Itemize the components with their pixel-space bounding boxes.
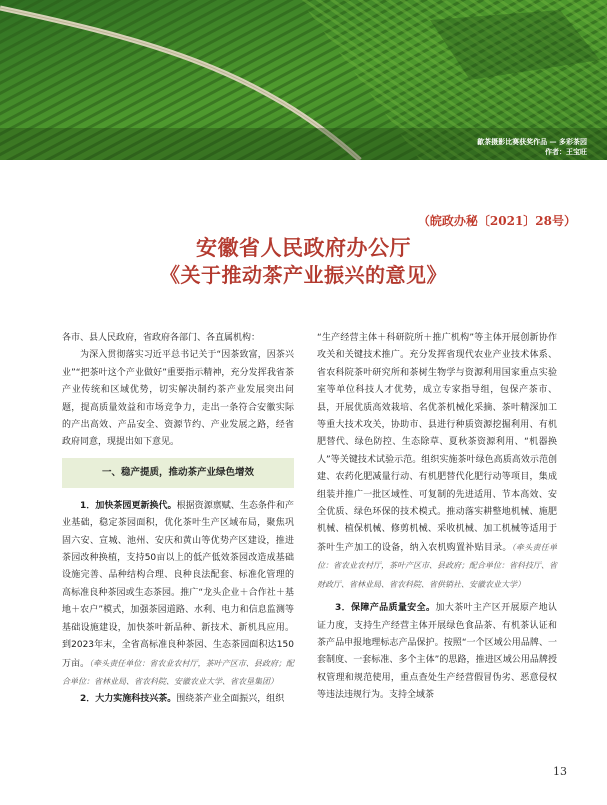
photo-caption-title: 歙茶摄影比赛获奖作品 — 多彩茶园 bbox=[477, 138, 587, 146]
paragraph-1-text: 根据资源禀赋、生态条件和产业基础，稳定茶园面积，优化茶叶生产区域布局，聚焦巩固六安、宣城、池州、安庆和黄山等优势产区建设，推进茶园改种换植，支持50亩以上的低产低效茶园改造成基础设施完善、品种结构合理、良种良法配套、标准化管理的高标准良种茶园或生态茶园。推广“龙头企业＋合作社＋基地＋农户”模式，加强茶园道路、水利、电力和信息监测等基础设施建设，加快茶叶新品种、新技术、新机具应用。到2023年末，全省高标准良种茶园、生态茶园面积达150万亩。 bbox=[62, 500, 294, 669]
paragraph-3-heading: 3．保障产品质量安全。 bbox=[335, 603, 436, 614]
page-number: 13 bbox=[553, 765, 567, 778]
paragraph-2 bbox=[62, 691, 294, 708]
right-column bbox=[317, 330, 557, 705]
paragraph-1-heading: 1．加快茶园更新换代。 bbox=[80, 500, 177, 511]
paragraph-1 bbox=[62, 498, 294, 691]
section-heading: 一、稳产提质，推动茶产业绿色增效 bbox=[62, 458, 294, 488]
paragraph-2-text: 围绕茶产业全面振兴，组织 bbox=[176, 694, 285, 705]
page-subtitle: 《关于推动茶产业振兴的意见》 bbox=[160, 263, 447, 287]
paragraph-2-note: （牵头责任单位：省农业农村厅，茶叶产区市、县政府；配合单位：省科技厅、省财政厅、省林业局、省农科院、省供销社、安徽农业大学） bbox=[317, 542, 557, 589]
intro-paragraph: 为深入贯彻落实习近平总书记关于“因茶致富，因茶兴业”“把茶叶这个产业做好”重要指示精神，充分发挥我省茶产业传统和区域优势，切实解决制约茶产业发展突出问题，提高质量效益和市场竞争力，走出一条符合安徽实际的产出高效、产品安全、资源节约、产业发展之路，经省政府同意，现提出如下意见。 bbox=[62, 350, 294, 448]
document-number: （皖政办秘〔2021〕28号） bbox=[417, 214, 576, 228]
paragraph-1-note: （牵头责任单位：省农业农村厅，茶叶产区市、县政府；配合单位：省林业局、省农科院、安徽农业大学、省农垦集团） bbox=[62, 658, 294, 686]
photo-caption-author: 作者：王宝旺 bbox=[545, 148, 587, 156]
paragraph-2-continued-text: “生产经营主体＋科研院所＋推广机构”等主体开展创新协作攻关和关键技术推广。充分发挥省现代农业产业技术体系、省农科院茶叶研究所和茶树生物学与资源利用国家重点实验室等单位科技人才优势，成立专家指导组，包保产茶市、县，开展优质高效栽培、名优茶机械化采摘、茶叶精深加工等重大技术攻关，协助市、县进行种质资源挖掘利用、有机肥替代、绿色防控、生态除草、夏秋茶资源利用、“机器换人”等关键技术试验示范。组织实施茶叶绿色高质高效示范创建、农药化肥减量行动、有机肥替代化肥行动等项目，集成组装并推广一批区域性、可复制的先进适用、节本高效、安全优质、绿色环保的技术模式。推动落实耕整地机械、施肥机械、植保机械、修剪机械、采收机械、加工机械等适用于茶叶生产加工的设备，纳入农机购置补贴目录。 bbox=[317, 333, 557, 553]
paragraph-3-text: 加大茶叶主产区开展原产地认证力度，支持生产经营主体开展绿色食品茶、有机茶认证和茶产品申报地理标志产品保护。按照“一个区域公用品牌、一套制度、一套标准、多个主体”的思路，推进区域公用品牌授权管理和规范使用，重点查处生产经营假冒伪劣、恶意侵权等违法违规行为。支持全域茶 bbox=[317, 603, 557, 701]
paragraph-2-continued bbox=[317, 330, 557, 594]
photo-caption bbox=[477, 137, 587, 157]
page-title: 安徽省人民政府办公厅 bbox=[196, 235, 411, 260]
paragraph-2-heading: 2．大力实施科技兴茶。 bbox=[80, 694, 177, 705]
tea-garden-photo bbox=[0, 0, 607, 160]
left-column bbox=[62, 330, 294, 709]
paragraph-3 bbox=[317, 600, 557, 704]
address-line: 各市、县人民政府，省政府各部门、各直属机构： bbox=[62, 333, 261, 343]
